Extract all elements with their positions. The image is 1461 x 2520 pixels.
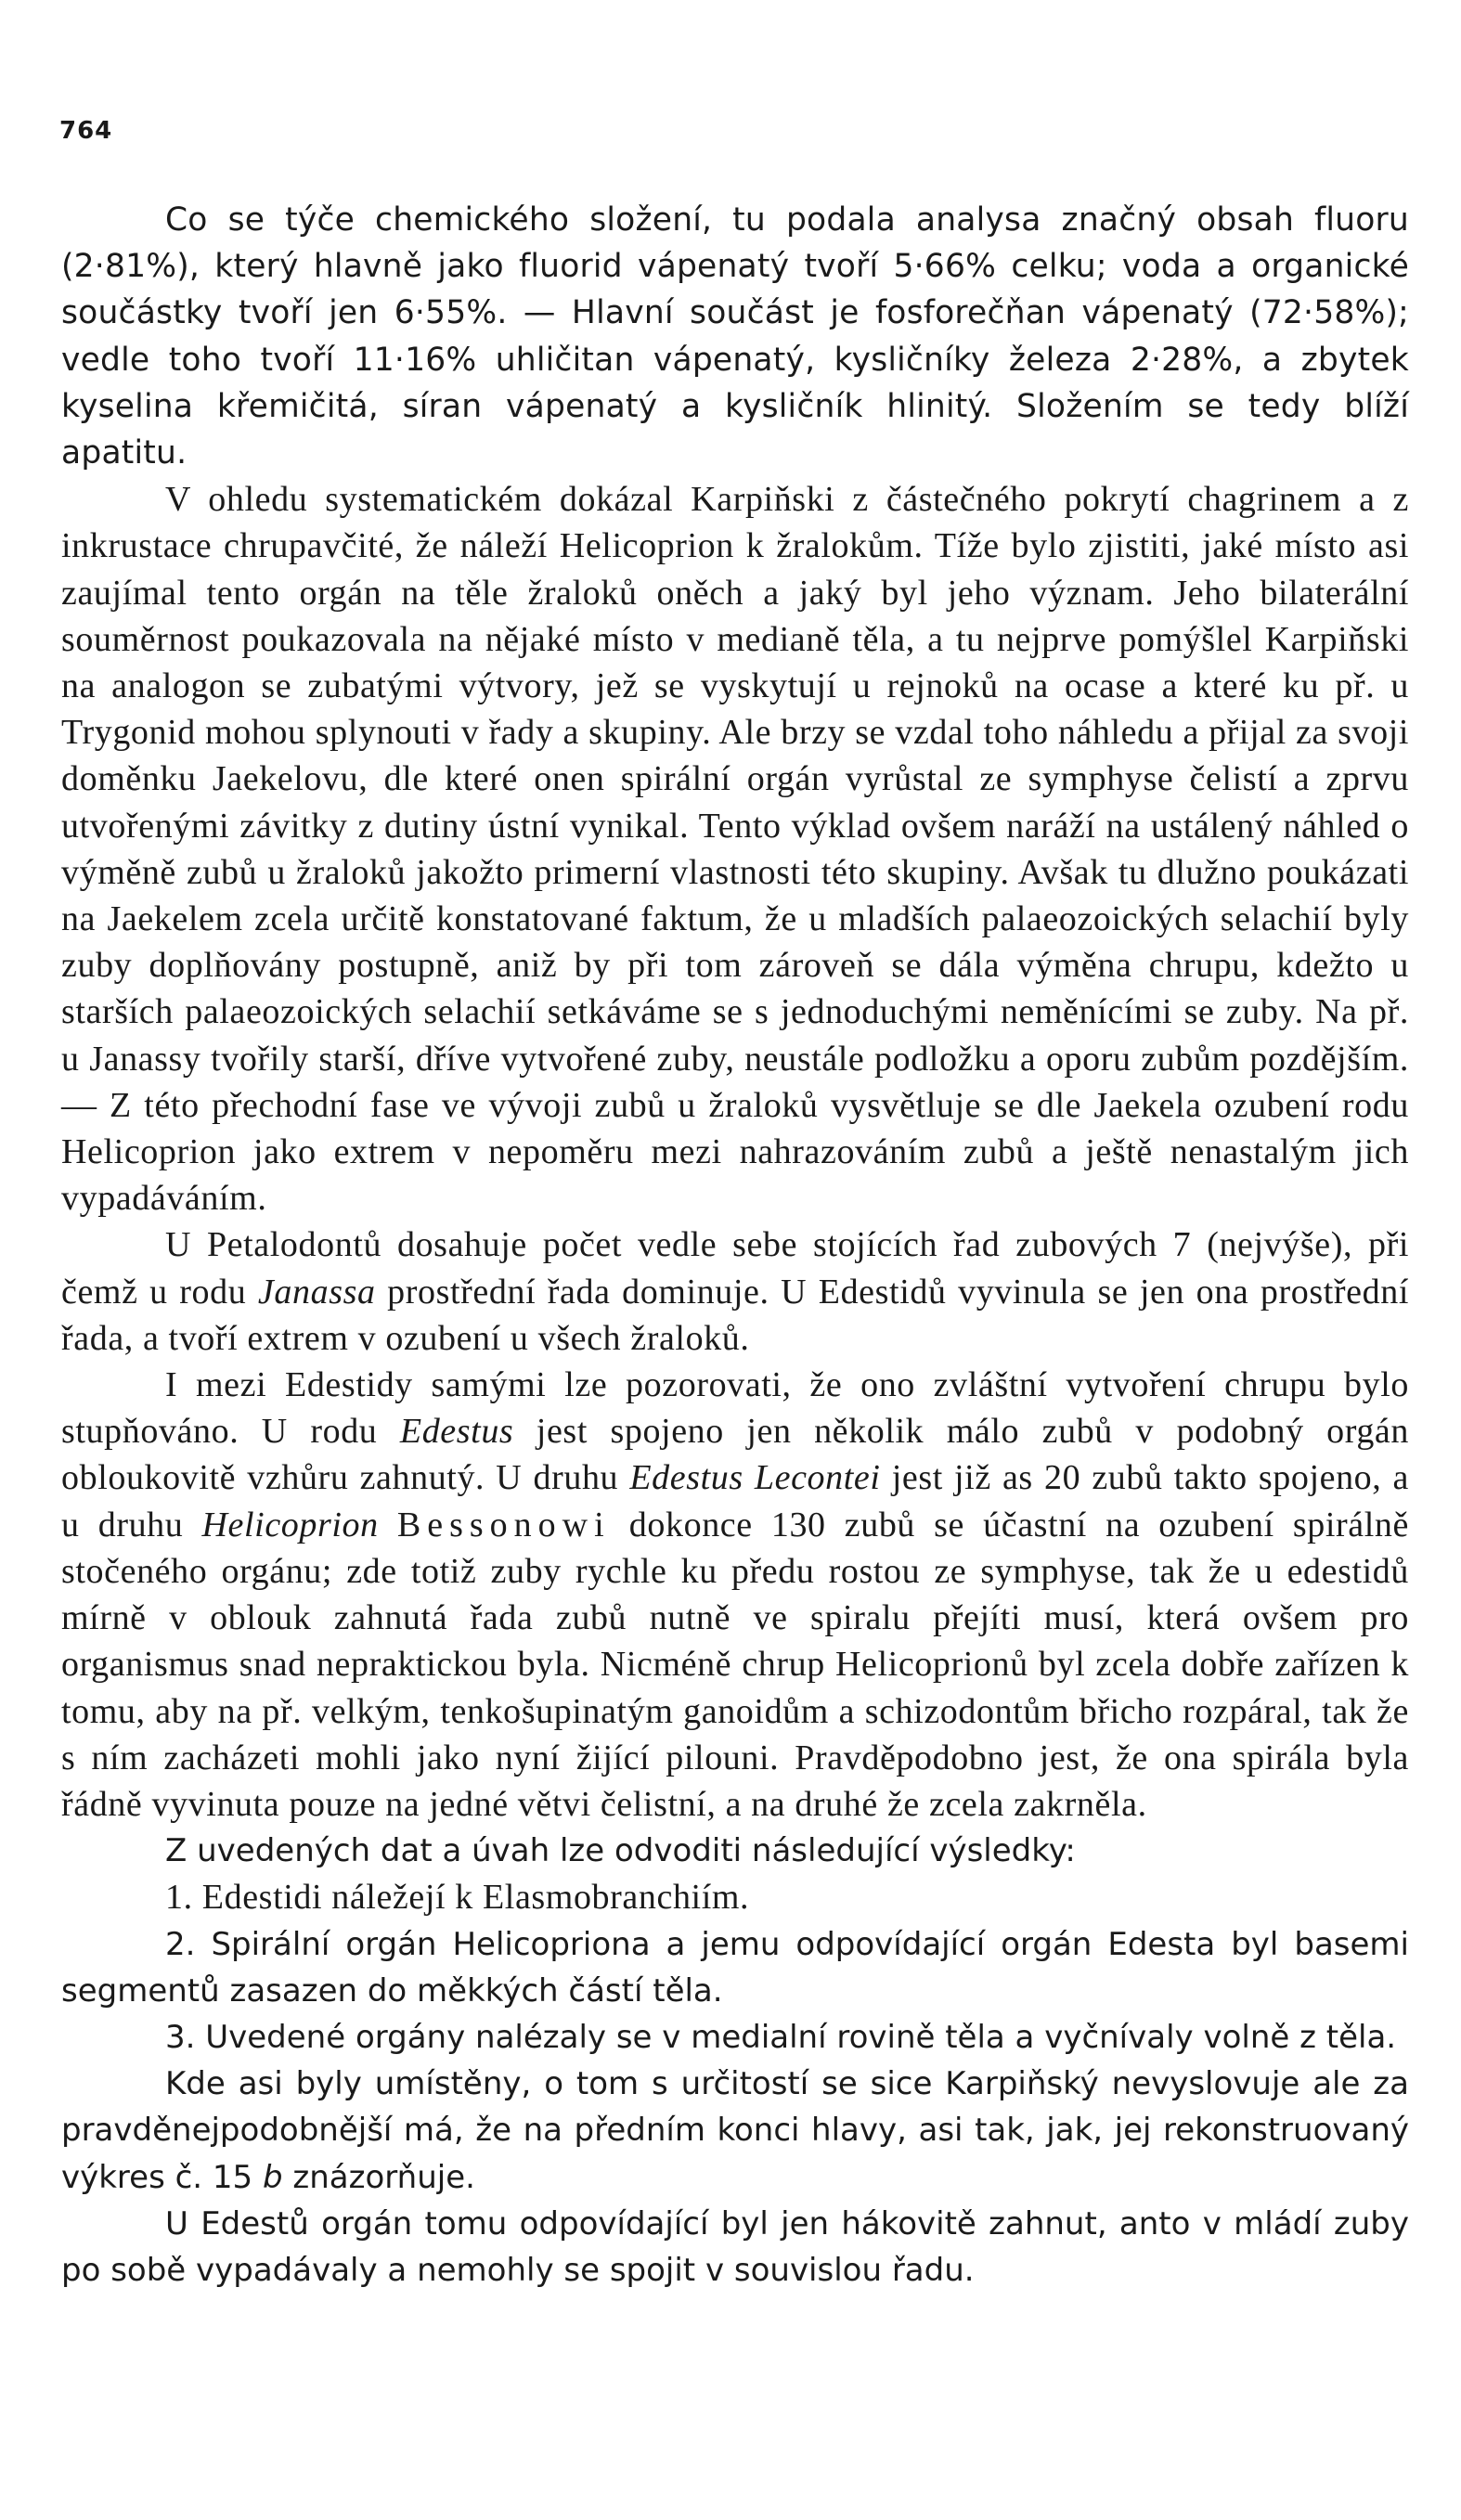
paragraph-systematic-position: V ohledu systematickém dokázal Karpiňski z částečného pokrytí chagrinem a z inkrustace chrupavčité, že náleží Helicoprion k žralokům. Tíže bylo zjistiti, jaké místo asi zaujímal tento orgán na těle žraloků oněch a jaký byl jeho význam. Jeho bilaterální souměrnost poukazovala na nějaké místo v medianě těla, a tu nejprve pomýšlel Karpiňski na analogon se zubatými výtvory, jež se vyskytují u rejnoků na ocase a které ku př. u Trygonid mohou splynouti v řady a skupiny. Ale brzy se vzdal toho náhledu a přijal za svoji doměnku Jaekelovu, dle které onen spirální orgán vyrůstal ze symphyse čelistí a zprvu utvořenými závitky z dutiny ústní vynikal. Tento výklad ovšem naráží na ustálený náhled o výměně zubů u žraloků jakožto primerní vlastnosti této skupiny. Avšak tu dlužno poukázati na Jaekelem zcela určitě konstatované faktum, že u mladších palaeozoických selachií byly zuby doplňovány postupně, aniž by při tom zároveň se dála výměna chrupu, kdežto u starších palaeozoických selachií setkáváme se s jednoduchými neměnícími se zuby. Na př. u Janassy tvořily starší, dříve vytvořené zuby, neustále podložku a oporu zubům pozdějším. — Z této přechodní fase ve vývoji zubů u žraloků vysvětluje se dle Jaekela ozubení rodu Helicoprion jako extrem v nepoměru mezi nahrazováním zubů a ještě nenastalým jich vypadáváním. xyxy=(61,480,1409,1219)
page-number: 764 xyxy=(59,117,113,145)
paragraph-text: I mezi Edestidy samými lze pozorovati, že ono zvláštní vytvoření chrupu bylo stupňováno. U rodu xyxy=(61,1365,1409,1452)
paragraph-text: Kde asi byly umístěny, o tom s určitostí se sice Karpiňský nevyslovuje ale za pravděnejpodobnější má, že na předním konci hlavy, asi tak, jak, jej rekonstruovaný výkres č. 15 xyxy=(61,2065,1409,2196)
species-name: Edestus Lecontei xyxy=(629,1458,881,1498)
paragraph-text: dokonce 130 zubů se účastní na ozubení spirálně stočeného orgánu; zde totiž zuby rychle ku předu rostou ze symphyse, tak že u edestidů mírně v oblouk zahnutá řada zubů nutně ve spiralu přejíti musí, která ovšem pro organismus snad nepraktickou byla. Nicméně chrup Helicoprionů byl zcela dobře zařízen k tomu, aby na př. velkým, tenkošupinatým ganoidům a schizodontům břicho rozpáral, tak že s ním zacházeti mohli jako nyní žijící pilouni. Pravděpodobno jest, že ona spirála byla řádně vyvinuta pouze na jedné větvi čelistní, a na druhé že zcela zakrněla. xyxy=(61,1505,1409,1824)
paragraph-text: znázorňuje. xyxy=(282,2158,475,2196)
paragraph-edestids xyxy=(61,1362,1409,1828)
body-text xyxy=(61,197,1409,2294)
genus-name: Edestus xyxy=(399,1412,514,1452)
paragraph-petalodonts xyxy=(61,1221,1409,1362)
result-item: 1. Edestidi náležejí k Elasmobranchiím. xyxy=(165,1878,750,1918)
figure-letter: b xyxy=(262,2158,283,2196)
author-name: Bessonowi xyxy=(396,1505,611,1544)
genus-name: Helicoprion xyxy=(201,1505,379,1544)
paragraph-chemical-composition: Co se týče chemického složení, tu podala analysa značný obsah fluoru (2·81%), který hlavně jako fluorid vápenatý tvoří 5·66% celku; voda a organické součástky tvoří jen 6·55%. — Hlavní součást je fosforečňan vápenatý (72·58%); vedle toho tvoří 11·16% uhličitan vápenatý, kysličníky železa 2·28%, a zbytek kyselina křemičitá, síran vápenatý a kysličník hlinitý. Složením se tedy blíží apatitu. xyxy=(61,201,1409,472)
paragraph-placement xyxy=(61,2061,1409,2201)
paragraph-text: jest spojeno jen několik málo zubů v podobný orgán obloukovitě vzhůru zahnutý. U druhu xyxy=(61,1412,1409,1498)
result-item: 3. Uvedené orgány nalézaly se v medialní rovině těla a vyčnívaly volně z těla. xyxy=(165,2018,1397,2056)
paragraph-edestus-organ: U Edestů orgán tomu odpovídající byl jen hákovitě zahnut, anto v mládí zuby po sobě vypadávaly a nemohly se spojit v souvislou řadu. xyxy=(61,2204,1409,2289)
paragraph-text: prostřední řada dominuje. U Edestidů vyvinula se jen ona prostřední řada, a tvoří extrem v ozubení u všech žraloků. xyxy=(61,1272,1409,1358)
result-item: 2. Spirální orgán Helicopriona a jemu odpovídající orgán Edesta byl basemi segmentů zasazen do měkkých částí těla. xyxy=(61,1925,1409,2010)
genus-name: Janassa xyxy=(257,1272,376,1312)
paragraph-results-intro: Z uvedených dat a úvah lze odvoditi následující výsledky: xyxy=(165,1832,1076,1870)
paragraph-text: jest již as 20 zubů takto spojeno, a u druhu xyxy=(61,1458,1410,1544)
paragraph-text: U Petalodontů dosahuje počet vedle sebe stojících řad zubových 7 (nejvýše), při čemž u rodu xyxy=(61,1225,1409,1312)
